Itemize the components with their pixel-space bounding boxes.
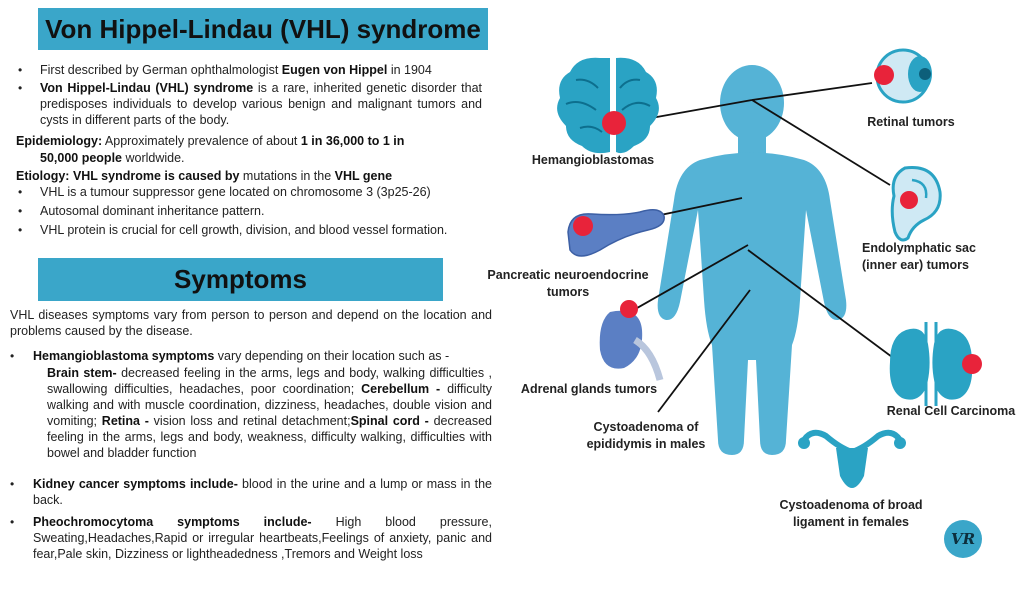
kidneys-icon <box>890 322 982 406</box>
ear-icon <box>892 168 940 241</box>
intro-bullet-3: VHL is a tumour suppressor gene located on chromosome 3 (3p25-26) <box>40 185 431 199</box>
bullet-dot: • <box>18 223 23 237</box>
tumor-dot <box>962 354 982 374</box>
label-endolymphatic: Endolymphatic sac (inner ear) tumors <box>862 241 976 272</box>
epidemiology: Epidemiology: Approximately prevalence of about 1 in 36,000 to 1 in <box>16 134 405 148</box>
intro-bullet-2: Von Hippel-Lindau (VHL) syndrome is a rare, inherited genetic disorder that predisposes individuals to develop various benign and malignant tumors and cysts in different parts of the body. <box>40 81 482 127</box>
bullet-dot: • <box>10 477 15 491</box>
bullet-dot: • <box>18 63 23 77</box>
tumor-dot <box>602 111 626 135</box>
epidemiology-cont: 50,000 people worldwide. <box>40 151 185 165</box>
label-epididymis: Cystoadenoma of epididymis in males <box>586 420 706 451</box>
adrenal-kidney-icon <box>600 300 660 380</box>
tumor-dot <box>620 300 638 318</box>
vr-logo: VR <box>944 520 982 558</box>
bullet-dot: • <box>10 349 15 363</box>
tumor-dot <box>900 191 918 209</box>
label-pancreatic: Pancreatic neuroendocrine tumors <box>487 268 649 299</box>
eye-icon <box>874 50 932 102</box>
page-title: Von Hippel-Lindau (VHL) syndrome <box>45 13 481 44</box>
bullet-dot: • <box>10 515 15 529</box>
hemangioblastoma-symptoms: Hemangioblastoma symptoms vary depending on their location such as - <box>33 349 450 363</box>
bullet-dot: • <box>18 204 23 218</box>
brain-icon <box>557 58 659 153</box>
label-broad-ligament: Cystoadenoma of broad ligament in females <box>779 498 923 529</box>
label-renal: Renal Cell Carcinoma <box>886 404 1016 418</box>
label-adrenal: Adrenal glands tumors <box>520 382 658 396</box>
label-hemangioblastomas: Hemangioblastomas <box>531 153 655 167</box>
hemangioblastoma-details: Brain stem- decreased feeling in the arms, legs and body, walking difficulties , swallowing difficulties, headaches, poor coordination; Cerebellum - difficulty walking and with muscle coordination, dizziness, headaches, double vision and vomiting; Retina - vision loss and retinal detachment;Spinal cord - decreased feeling in the arms, legs and body, weakness, difficulty walking, difficulties with bowel and bladder function <box>47 366 492 460</box>
uterus-icon <box>798 433 906 488</box>
tumor-dot <box>874 65 894 85</box>
intro-bullet-1: First described by German ophthalmologist Eugen von Hippel in 1904 <box>40 63 432 77</box>
symptoms-heading: Symptoms <box>174 264 307 294</box>
pheochromocytoma-symptoms: Pheochromocytoma symptoms include- High blood pressure, Sweating,Headaches,Rapid or irregular heartbeats,Feelings of anxiety, panic and fear,Pale skin, Dizziness or lightheadedness ,Tremors and Weight loss <box>33 515 492 561</box>
bullet-dot: • <box>18 185 23 199</box>
tumor-dot <box>573 216 593 236</box>
bullet-dot: • <box>18 81 23 95</box>
kidney-symptoms: Kidney cancer symptoms include- blood in the urine and a lump or mass in the back. <box>33 477 492 507</box>
intro-bullet-5: VHL protein is crucial for cell growth, division, and blood vessel formation. <box>40 223 448 237</box>
intro-bullet-4: Autosomal dominant inheritance pattern. <box>40 204 265 218</box>
pancreas-icon <box>568 210 664 256</box>
etiology: Etiology: VHL syndrome is caused by mutations in the VHL gene <box>16 169 393 183</box>
human-body-icon <box>658 65 847 455</box>
symptoms-intro: VHL diseases symptoms vary from person to person and depend on the location and problems caused by the disease. <box>10 308 492 338</box>
label-retinal-tumors: Retinal tumors <box>867 115 955 129</box>
